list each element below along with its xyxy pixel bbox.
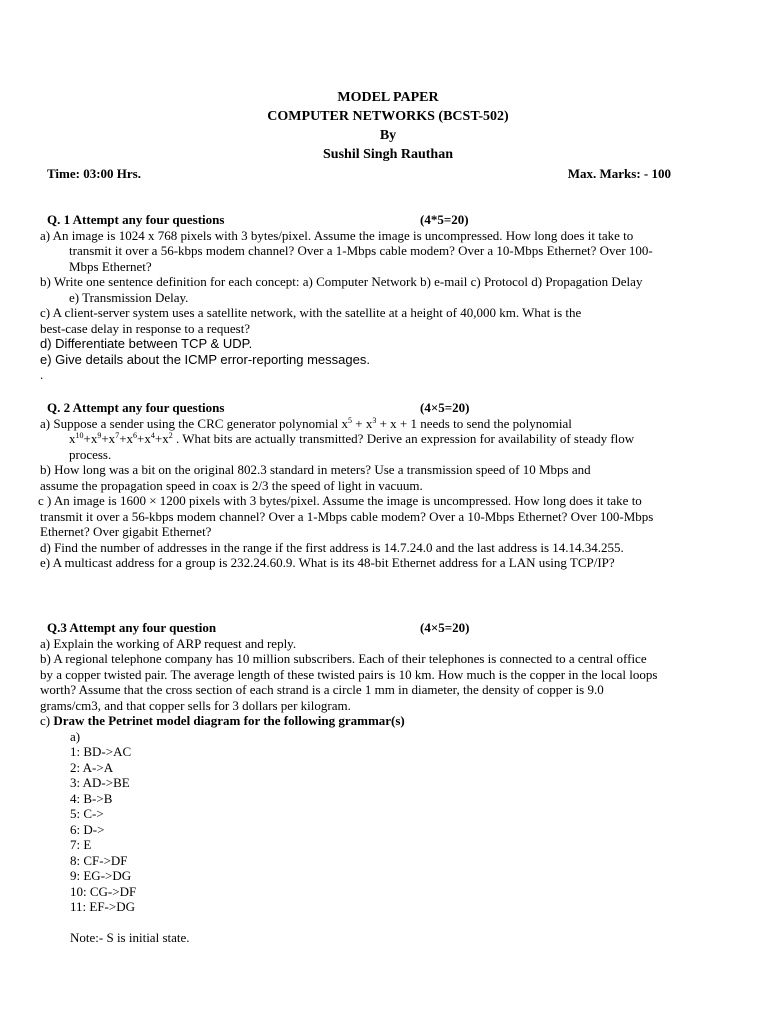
- q1-dot: .: [40, 367, 44, 382]
- grammar-9: 9: EG->DG: [70, 868, 132, 883]
- question-2-heading: [40, 400, 730, 416]
- q2-a-poly-rest: . What bits are actually transmitted? Derive an expression for availability of steady flow: [175, 431, 635, 446]
- q2-e: e) A multicast address for a group is 232.24.60.9. What is its 48-bit Ethernet address for a LAN using TCP/IP?: [40, 555, 615, 570]
- q1-e: e) Give details about the ICMP error-reporting messages.: [40, 351, 370, 367]
- grammar-2: 2: A->A: [70, 759, 114, 775]
- grammar-8: 8: CF->DF: [70, 852, 128, 868]
- grammar-1: 1: BD->AC: [70, 744, 132, 759]
- paper-title: MODEL PAPER: [337, 90, 439, 105]
- grammar-6: 6: D->: [70, 821, 105, 837]
- q2-b-line2: assume the propagation speed in coax is 2/3 the speed of light in vacuum.: [40, 477, 423, 493]
- q1-d: d) Differentiate between TCP & UDP.: [40, 336, 253, 351]
- time-marks-row: [47, 166, 671, 182]
- author-name: Sushil Singh Rauthan: [323, 147, 453, 162]
- grammar-4: 4: B->B: [70, 790, 113, 806]
- q1-a-line1: a) An image is 1024 x 768 pixels with 3 bytes/pixel. Assume the image is uncompressed. How long does it take to: [40, 227, 634, 243]
- grammar-10: 10: CG->DF: [70, 883, 137, 899]
- q3-b-line4: grams/cm3, and that copper sells for 3 dollars per kilogram.: [40, 697, 351, 713]
- q2-d: d) Find the number of addresses in the range if the first address is 14.7.24.0 and the last address is 14.14.34.255.: [40, 539, 624, 555]
- question-3-marks: (4×5=20): [420, 620, 470, 635]
- paper-header: [0, 88, 768, 164]
- question-3-title: Q.3 Attempt any four question: [47, 620, 217, 635]
- q2-a-prefix: a) Suppose a sender using the CRC generator polynomial x: [40, 415, 348, 431]
- grammar-3: 3: AD->BE: [70, 775, 130, 790]
- question-1-heading: [40, 212, 730, 228]
- q3-c-bold: Draw the Petrinet model diagram for the following grammar(s): [53, 713, 405, 728]
- question-3-heading: [40, 620, 730, 636]
- by-label: By: [379, 128, 397, 143]
- note-initial-state: Note:- S is initial state.: [70, 929, 190, 945]
- q1-a-line2: transmit it over a 56-kbps modem channel? Over a 1-Mbps cable modem? Over a 10-Mbps Ethernet? Over 100-: [69, 243, 653, 258]
- grammar-11: 11: EF->DG: [70, 899, 135, 914]
- q3-b-line1: b) A regional telephone company has 10 million subscribers. Each of their telephones is connected to a central office: [40, 651, 647, 666]
- question-2-title: Q. 2 Attempt any four questions: [47, 400, 225, 415]
- question-1-marks: (4*5=20): [420, 212, 469, 227]
- q1-b-line1: b) Write one sentence definition for each concept: a) Computer Network b) e-mail c) Protocol d) Propagation Delay: [40, 274, 643, 289]
- grammar-label: a): [70, 728, 81, 744]
- question-3: [40, 620, 730, 945]
- q3-b-line3: worth? Assume that the cross section of each strand is a circle 1 mm in diameter, the density of copper is 9.0: [40, 682, 604, 697]
- q2-b-line1: b) How long was a bit on the original 802.3 standard in meters? Use a transmission speed of 10 Mbps and: [40, 462, 591, 477]
- q1-c-line1: c) A client-server system uses a satellite network, with the satellite at a height of 40,000 km. What is the: [40, 305, 582, 320]
- max-marks-label: Max. Marks: - 100: [567, 166, 671, 181]
- question-2-marks: (4×5=20): [420, 400, 470, 415]
- q1-c-line2: best-case delay in response to a request?: [40, 320, 251, 336]
- q2-a-line2: $x^{10}+x^9+x^7+x^6+x^4+x^2$ . What bits are actually transmitted? Derive an expression for availability of steady flow: [69, 431, 635, 446]
- time-label: Time: 03:00 Hrs.: [47, 166, 141, 181]
- question-2: [40, 400, 730, 571]
- q2-c-line2: transmit it over a 56-kbps modem channel? Over a 1-Mbps cable modem? Over a 10-Mbps Ethernet? Over 100-Mbps: [40, 508, 654, 524]
- q1-b-line2: e) Transmission Delay.: [69, 289, 189, 305]
- course-title: COMPUTER NETWORKS (BCST-502): [267, 109, 509, 124]
- q3-c: [40, 713, 730, 729]
- q2-a-line3: process.: [69, 446, 112, 462]
- grammar-5: 5: C->: [70, 806, 104, 821]
- q2-a-suffix: needs to send the polynomial: [417, 415, 572, 431]
- q3-c-prefix: c): [40, 713, 54, 728]
- question-1: [40, 212, 730, 383]
- grammar-7: 7: E: [70, 837, 92, 852]
- q2-c-line1: c ) An image is 1600 × 1200 pixels with 3 bytes/pixel. Assume the image is uncompressed. How long does it take to: [38, 493, 642, 508]
- q1-a-line3: Mbps Ethernet?: [69, 258, 152, 274]
- q2-c-line3: Ethernet? Over gigabit Ethernet?: [40, 524, 212, 539]
- q3-b-line2: by a copper twisted pair. The average length of these twisted pairs is 10 km. How much is the copper in the local loops: [40, 666, 658, 682]
- question-1-title: Q. 1 Attempt any four questions: [47, 212, 225, 227]
- q3-a: a) Explain the working of ARP request and reply.: [40, 635, 297, 651]
- q2-a-line1: a) Suppose a sender using the CRC generator polynomial $x^5 + x^3 + x + 1$ needs to send the polynomial: [40, 415, 572, 431]
